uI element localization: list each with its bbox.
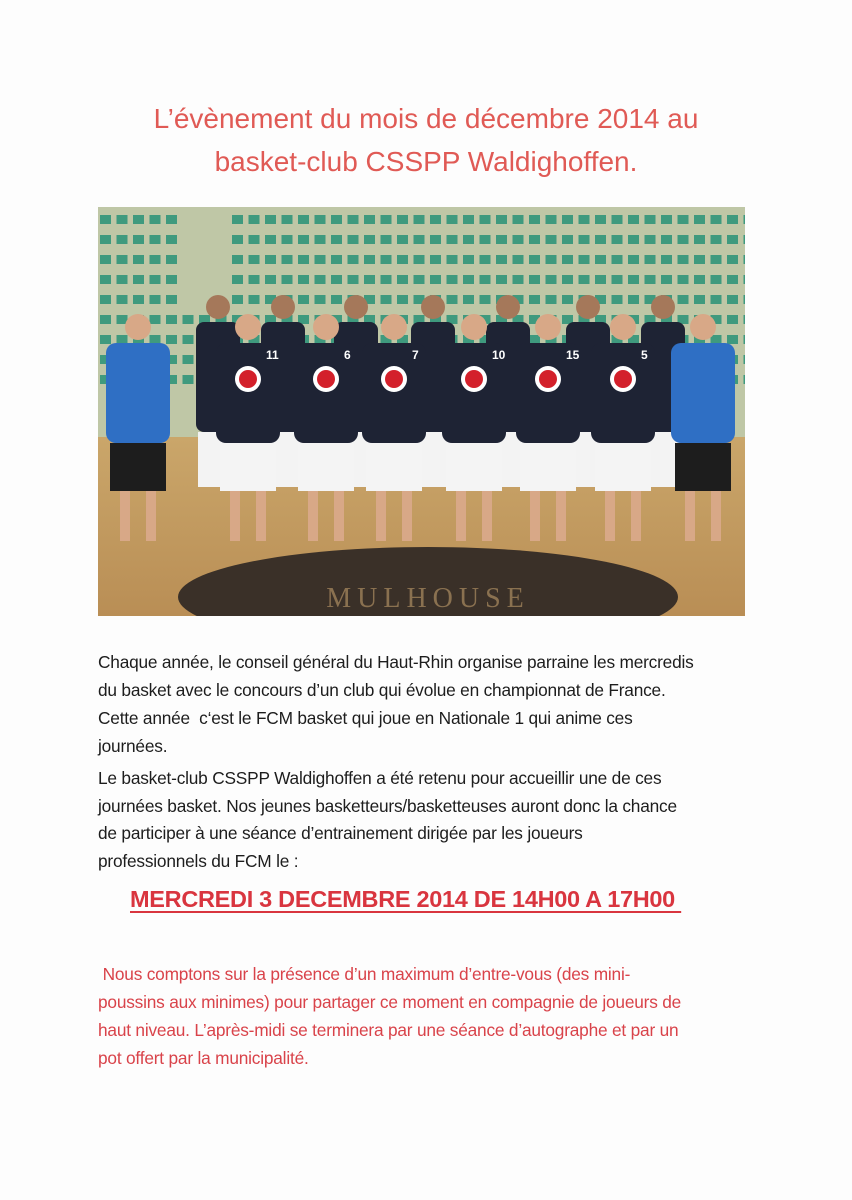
player-shorts xyxy=(446,443,502,491)
paragraph2-line: professionnels du FCM le : xyxy=(98,851,299,871)
seat xyxy=(694,255,705,264)
paragraph1-line: journées. xyxy=(98,736,168,756)
seat xyxy=(265,215,276,224)
jersey-number: 6 xyxy=(344,348,351,362)
seat xyxy=(612,235,623,244)
player-shorts xyxy=(220,443,276,491)
player-head xyxy=(235,314,261,340)
seat xyxy=(166,235,177,244)
player-leg xyxy=(456,491,466,541)
seat xyxy=(166,215,177,224)
seat xyxy=(447,275,458,284)
seat xyxy=(315,275,326,284)
seat xyxy=(381,255,392,264)
seat xyxy=(645,235,656,244)
seat xyxy=(661,235,672,244)
seat xyxy=(150,315,161,324)
player-jersey xyxy=(106,343,170,443)
seat xyxy=(694,215,705,224)
player-head xyxy=(690,314,716,340)
player-leg xyxy=(334,491,344,541)
seat xyxy=(595,235,606,244)
seat xyxy=(265,255,276,264)
seat xyxy=(282,275,293,284)
seat xyxy=(579,235,590,244)
seat xyxy=(496,275,507,284)
player-head xyxy=(344,295,368,319)
player-head xyxy=(271,295,295,319)
seat xyxy=(744,275,746,284)
seat xyxy=(364,235,375,244)
title-line-1: L’évènement du mois de décembre 2014 au xyxy=(153,103,699,134)
player-shorts xyxy=(595,443,651,491)
seat xyxy=(661,215,672,224)
seat xyxy=(381,295,392,304)
seat xyxy=(496,255,507,264)
seat xyxy=(562,255,573,264)
seat xyxy=(397,275,408,284)
player-leg xyxy=(256,491,266,541)
seat xyxy=(744,215,746,224)
seat xyxy=(562,215,573,224)
seat xyxy=(529,275,540,284)
seat xyxy=(298,295,309,304)
seat xyxy=(166,255,177,264)
seat xyxy=(430,255,441,264)
player-leg xyxy=(685,491,695,541)
seat xyxy=(364,255,375,264)
event-date: MERCREDI 3 DECEMBRE 2014 DE 14H00 A 17H00 xyxy=(130,886,682,912)
player-head xyxy=(421,295,445,319)
seat xyxy=(711,295,722,304)
seat xyxy=(298,215,309,224)
seat xyxy=(628,235,639,244)
seat xyxy=(661,255,672,264)
seat xyxy=(183,375,194,384)
player-head xyxy=(461,314,487,340)
player-leg xyxy=(376,491,386,541)
seat xyxy=(645,255,656,264)
seat xyxy=(282,255,293,264)
player-shorts xyxy=(520,443,576,491)
seat xyxy=(183,315,194,324)
seat xyxy=(414,255,425,264)
seat xyxy=(150,275,161,284)
seat xyxy=(711,215,722,224)
seat xyxy=(249,235,260,244)
seat xyxy=(711,275,722,284)
seat xyxy=(496,235,507,244)
player-shorts xyxy=(675,443,731,491)
seat xyxy=(744,235,746,244)
paragraph3-line: haut niveau. L’après-midi se terminera par une séance d’autographe et par un xyxy=(98,1020,679,1040)
seat xyxy=(100,335,111,344)
player-leg xyxy=(556,491,566,541)
seat xyxy=(612,215,623,224)
seat xyxy=(480,255,491,264)
seat xyxy=(331,275,342,284)
seat xyxy=(463,255,474,264)
seat xyxy=(678,275,689,284)
seat xyxy=(183,355,194,364)
seat xyxy=(397,235,408,244)
seat xyxy=(727,315,738,324)
seat xyxy=(331,235,342,244)
seat xyxy=(463,275,474,284)
player-head xyxy=(610,314,636,340)
seat xyxy=(397,255,408,264)
jersey-number: 11 xyxy=(266,348,279,362)
seat xyxy=(447,295,458,304)
seat xyxy=(232,235,243,244)
seat xyxy=(166,315,177,324)
seat xyxy=(727,335,738,344)
paragraph3-line: Nous comptons sur la présence d’un maximum d’entre-vous (des mini- xyxy=(98,964,631,984)
seat xyxy=(480,275,491,284)
seat xyxy=(414,275,425,284)
sponsor-logo xyxy=(239,370,257,388)
seat xyxy=(348,215,359,224)
paragraph2-line: journées basket. Nos jeunes basketteurs/basketteuses auront donc la chance xyxy=(98,796,677,816)
player-leg xyxy=(146,491,156,541)
seat xyxy=(265,235,276,244)
player-shorts xyxy=(110,443,166,491)
jersey-number: 5 xyxy=(641,348,648,362)
seat xyxy=(480,235,491,244)
seat xyxy=(744,335,746,344)
seat xyxy=(117,335,128,344)
seat xyxy=(133,235,144,244)
seat xyxy=(100,235,111,244)
seat xyxy=(595,215,606,224)
seat xyxy=(298,255,309,264)
player-jersey xyxy=(671,343,735,443)
seat xyxy=(513,215,524,224)
seat xyxy=(529,255,540,264)
sponsor-logo xyxy=(317,370,335,388)
seat xyxy=(727,275,738,284)
seat xyxy=(249,215,260,224)
seat xyxy=(480,215,491,224)
paragraph2-line: de participer à une séance d’entrainement dirigée par les joueurs xyxy=(98,823,583,843)
team-photo xyxy=(98,207,745,616)
seat xyxy=(678,235,689,244)
seat xyxy=(430,275,441,284)
seat xyxy=(612,255,623,264)
seat xyxy=(298,235,309,244)
seat xyxy=(513,235,524,244)
seat xyxy=(612,295,623,304)
seat xyxy=(546,275,557,284)
seat xyxy=(150,235,161,244)
player-head xyxy=(206,295,230,319)
player-leg xyxy=(711,491,721,541)
player-head xyxy=(313,314,339,340)
seat xyxy=(744,255,746,264)
player-leg xyxy=(230,491,240,541)
seat xyxy=(232,215,243,224)
seat xyxy=(529,235,540,244)
seat xyxy=(249,255,260,264)
seat xyxy=(595,255,606,264)
seat xyxy=(579,215,590,224)
paragraph1-line: Chaque année, le conseil général du Haut-Rhin organise parraine les mercredis xyxy=(98,652,694,672)
seat xyxy=(744,375,746,384)
seat xyxy=(282,215,293,224)
seat xyxy=(315,255,326,264)
sponsor-logo xyxy=(465,370,483,388)
paragraph2-line: Le basket-club CSSPP Waldighoffen a été retenu pour accueillir une de ces xyxy=(98,768,662,788)
seat xyxy=(331,295,342,304)
seat xyxy=(562,275,573,284)
player-head xyxy=(576,295,600,319)
seat xyxy=(348,275,359,284)
seat xyxy=(628,295,639,304)
floor-logo-text: MULHOUSE xyxy=(326,583,530,614)
seat xyxy=(562,235,573,244)
seat xyxy=(744,295,746,304)
seat xyxy=(678,215,689,224)
seat xyxy=(513,275,524,284)
seat xyxy=(694,275,705,284)
player-head xyxy=(381,314,407,340)
paragraph3-line: poussins aux minimes) pour partager ce moment en compagnie de joueurs de xyxy=(98,992,682,1012)
player-head xyxy=(125,314,151,340)
seat xyxy=(133,215,144,224)
seat xyxy=(117,235,128,244)
seat xyxy=(298,275,309,284)
seat xyxy=(150,255,161,264)
seat xyxy=(381,275,392,284)
seat xyxy=(117,295,128,304)
seat xyxy=(447,235,458,244)
seat xyxy=(661,275,672,284)
player-head xyxy=(535,314,561,340)
seat xyxy=(480,295,491,304)
seat xyxy=(678,295,689,304)
seat xyxy=(117,255,128,264)
seat xyxy=(100,295,111,304)
seat xyxy=(166,275,177,284)
seat xyxy=(628,275,639,284)
seat xyxy=(117,275,128,284)
player-head xyxy=(496,295,520,319)
seat xyxy=(463,215,474,224)
seat xyxy=(232,295,243,304)
seat xyxy=(133,275,144,284)
player-leg xyxy=(605,491,615,541)
seat xyxy=(612,275,623,284)
player-leg xyxy=(530,491,540,541)
seat xyxy=(744,315,746,324)
seat xyxy=(546,215,557,224)
seat xyxy=(645,215,656,224)
sponsor-logo xyxy=(614,370,632,388)
seat xyxy=(447,215,458,224)
seat xyxy=(529,215,540,224)
seat xyxy=(529,295,540,304)
paragraph1-line: du basket avec le concours d’un club qui évolue en championnat de France. xyxy=(98,680,666,700)
seat xyxy=(249,275,260,284)
seat xyxy=(133,255,144,264)
seat xyxy=(711,235,722,244)
title-line-2: basket-club CSSPP Waldighoffen. xyxy=(214,146,638,177)
seat xyxy=(166,295,177,304)
player-leg xyxy=(402,491,412,541)
seat xyxy=(562,295,573,304)
paragraph1-line: Cette année c‘est le FCM basket qui joue en Nationale 1 qui anime ces xyxy=(98,708,633,728)
seat xyxy=(430,235,441,244)
seat xyxy=(348,235,359,244)
seat xyxy=(463,295,474,304)
seat xyxy=(579,255,590,264)
seat xyxy=(744,355,746,364)
player-leg xyxy=(308,491,318,541)
seat xyxy=(381,215,392,224)
seat xyxy=(529,335,540,344)
seat xyxy=(628,255,639,264)
seat xyxy=(546,295,557,304)
seat xyxy=(150,215,161,224)
seat xyxy=(463,235,474,244)
seat xyxy=(694,295,705,304)
seat xyxy=(100,275,111,284)
seat xyxy=(727,255,738,264)
seat xyxy=(348,255,359,264)
seat xyxy=(678,255,689,264)
seat xyxy=(447,255,458,264)
paragraph3-line: pot offert par la municipalité. xyxy=(98,1048,309,1068)
seat xyxy=(546,235,557,244)
seat xyxy=(727,235,738,244)
seat xyxy=(381,235,392,244)
seat xyxy=(711,255,722,264)
sponsor-logo xyxy=(539,370,557,388)
seat xyxy=(183,335,194,344)
seat xyxy=(282,235,293,244)
seat xyxy=(166,335,177,344)
seat xyxy=(100,215,111,224)
seat xyxy=(315,215,326,224)
seat xyxy=(364,275,375,284)
seat xyxy=(414,235,425,244)
sponsor-logo xyxy=(385,370,403,388)
seat xyxy=(628,215,639,224)
seat xyxy=(496,215,507,224)
seat xyxy=(546,255,557,264)
seat xyxy=(232,275,243,284)
seat xyxy=(397,215,408,224)
jersey-number: 15 xyxy=(566,348,580,362)
player-shorts xyxy=(366,443,422,491)
player-leg xyxy=(482,491,492,541)
seat xyxy=(315,235,326,244)
jersey-number: 10 xyxy=(492,348,506,362)
seat xyxy=(727,215,738,224)
seat xyxy=(100,255,111,264)
seat xyxy=(364,215,375,224)
seat xyxy=(595,275,606,284)
player-shorts xyxy=(298,443,354,491)
seat xyxy=(694,235,705,244)
seat xyxy=(315,295,326,304)
seat xyxy=(397,295,408,304)
seat xyxy=(100,315,111,324)
seat xyxy=(150,295,161,304)
seat xyxy=(232,255,243,264)
seat xyxy=(513,255,524,264)
seat xyxy=(133,295,144,304)
seat xyxy=(150,335,161,344)
seat xyxy=(579,275,590,284)
seat xyxy=(117,215,128,224)
seat xyxy=(430,215,441,224)
seat xyxy=(331,215,342,224)
seat xyxy=(645,275,656,284)
player-head xyxy=(651,295,675,319)
seat xyxy=(414,215,425,224)
player-leg xyxy=(631,491,641,541)
player-leg xyxy=(120,491,130,541)
seat xyxy=(711,335,722,344)
seat xyxy=(331,255,342,264)
jersey-number: 7 xyxy=(412,348,419,362)
seat xyxy=(727,295,738,304)
seat xyxy=(265,275,276,284)
seat xyxy=(249,295,260,304)
